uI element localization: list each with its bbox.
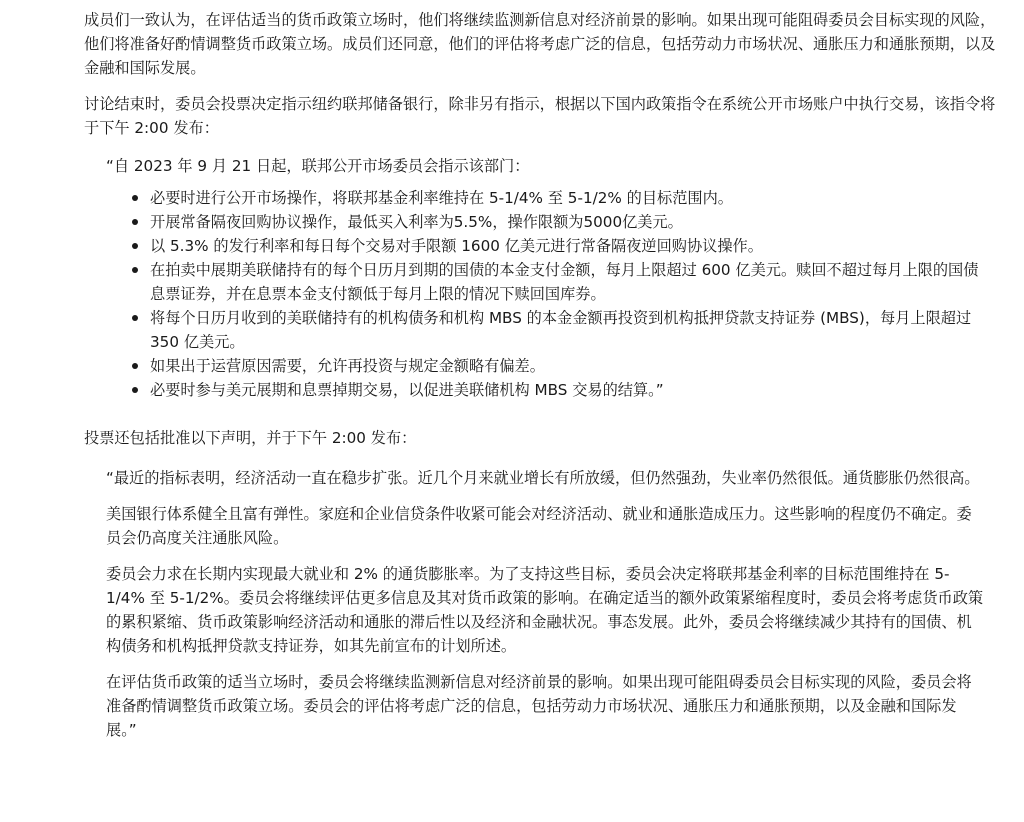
directive-item-text: 必要时参与美元展期和息票掉期交易，以促进美联储机构 MBS 交易的结算。”: [150, 381, 664, 399]
directive-item-text: 将每个日历月收到的美联储持有的机构债务和机构 MBS 的本金金额再投资到机构抵押贷款支持证券 (MBS)，每月上限超过 350 亿美元。: [150, 309, 972, 351]
paragraph-assessment: 成员们一致认为，在评估适当的货币政策立场时，他们将继续监测新信息对经济前景的影响。如果出现可能阻碍委员会目标实现的风险，他们将准备好酌情调整货币政策立场。成员们还同意，他们的评估将考虑广泛的信息，包括劳动力市场状况、通胀压力和通胀预期，以及金融和国际发展。: [84, 11, 996, 77]
directive-item-text: 开展常备隔夜回购协议操作，最低买入利率为5.5%，操作限额为5000亿美元。: [150, 213, 683, 231]
directive-quote: [106, 154, 986, 178]
statement-paragraph: 在评估货币政策的适当立场时，委员会将继续监测新信息对经济前景的影响。如果出现可能阻碍委员会目标实现的风险，委员会将准备酌情调整货币政策立场。委员会的评估将考虑广泛的信息，包括劳动力市场状况、通胀压力和通胀预期，以及金融和国际发展。”: [106, 673, 972, 739]
list-item: [130, 234, 990, 258]
directive-intro: “自 2023 年 9 月 21 日起，联邦公开市场委员会指示该部门：: [106, 157, 530, 175]
list-item: [130, 306, 990, 354]
bullet-icon: [132, 363, 138, 369]
list-item: [130, 186, 990, 210]
paragraph-vote-statement: 投票还包括批准以下声明，并于下午 2:00 发布：: [84, 429, 417, 447]
list-item: [130, 210, 990, 234]
bullet-icon: [132, 387, 138, 393]
bullet-icon: [132, 243, 138, 249]
directive-item-text: 在拍卖中展期美联储持有的每个日历月到期的国债的本金支付金额，每月上限超过 600 亿美元。赎回不超过每月上限的国债息票证券，并在息票本金支付额低于每月上限的情况下赎回国库券。: [150, 261, 979, 303]
directive-list: [130, 186, 990, 402]
directive-item-text: 以 5.3% 的发行利率和每日每个交易对手限额 1600 亿美元进行常备隔夜逆回购协议操作。: [150, 237, 763, 255]
bullet-icon: [132, 219, 138, 225]
paragraph-vote-directive: 讨论结束时，委员会投票决定指示纽约联邦储备银行，除非另有指示，根据以下国内政策指令在系统公开市场账户中执行交易，该指令将于下午 2:00 发布：: [84, 95, 996, 137]
statement-paragraph: 美国银行体系健全且富有弹性。家庭和企业信贷条件收紧可能会对经济活动、就业和通胀造成压力。这些影响的程度仍不确定。委员会仍高度关注通胀风险。: [106, 505, 972, 547]
list-item: [130, 378, 990, 402]
directive-item-text: 必要时进行公开市场操作，将联邦基金利率维持在 5-1/4% 至 5-1/2% 的目标范围内。: [150, 189, 733, 207]
statement-paragraph: “最近的指标表明，经济活动一直在稳步扩张。近几个月来就业增长有所放缓，但仍然强劲，失业率仍然很低。通货膨胀仍然很高。: [106, 469, 980, 487]
list-item: [130, 354, 990, 378]
list-item: [130, 258, 990, 306]
bullet-icon: [132, 195, 138, 201]
statement-quote: [106, 466, 986, 742]
bullet-icon: [132, 315, 138, 321]
directive-item-text: 如果出于运营原因需要，允许再投资与规定金额略有偏差。: [150, 357, 545, 375]
statement-paragraph: 委员会力求在长期内实现最大就业和 2% 的通货膨胀率。为了支持这些目标，委员会决定将联邦基金利率的目标范围维持在 5-1/4% 至 5-1/2%。委员会将继续评估更多信息及其对货币政策的影响。在确定适当的额外政策紧缩程度时，委员会将考虑货币政策的累积紧缩、货币政策影响经济活动和通胀的滞后性以及经济和金融状况。事态发展。此外，委员会将继续减少其持有的国债、机构债务和机构抵押贷款支持证券，如其先前宣布的计划所述。: [106, 565, 984, 655]
bullet-icon: [132, 267, 138, 273]
